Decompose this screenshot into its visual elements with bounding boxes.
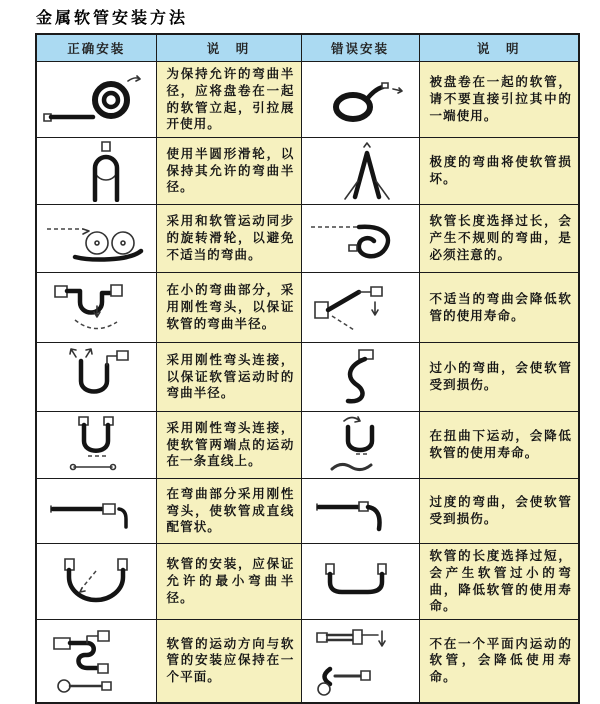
out-of-plane-motion-icon [305, 623, 415, 699]
straight-hose-rigid-elbow-icon [41, 485, 151, 537]
wrong-figure-cell [301, 273, 419, 343]
header-description-1: 说 明 [156, 34, 301, 62]
table-row [36, 343, 579, 412]
synchronized-rotating-pulleys-icon [41, 213, 151, 265]
correct-description: 为保持允许的弯曲半径，应将盘卷在一起的软管立起，引拉展开使用。 [156, 62, 301, 138]
sharply-folded-hose-icon [315, 141, 405, 201]
u-bend-straight-line-motion-icon [46, 414, 146, 476]
header-row [36, 34, 579, 62]
correct-figure-cell [36, 412, 156, 479]
wrong-description: 在扭曲下运动，会降低软管的使用寿命。 [419, 412, 579, 479]
wrong-figure-cell [301, 138, 419, 205]
improper-sharp-bend-icon [305, 278, 415, 338]
table-row [36, 273, 579, 343]
rigid-elbow-small-bend-icon [41, 276, 151, 340]
single-plane-motion-trap-icon [41, 624, 151, 698]
minimum-bend-radius-u-icon [41, 553, 151, 611]
wrong-description: 软管的长度选择过短，会产生软管过小的弯曲，降低软管的使用寿命。 [419, 544, 579, 620]
rigid-elbow-u-bend-icon [46, 345, 146, 409]
hose-over-semicircular-pulley-icon [51, 140, 141, 202]
table-row [36, 138, 579, 205]
correct-figure-cell [36, 544, 156, 620]
wrong-description: 极度的弯曲将使软管损坏。 [419, 138, 579, 205]
table-row [36, 544, 579, 620]
correct-figure-cell [36, 620, 156, 703]
wrong-description: 不在一个平面内运动的软管，会降低使用寿命。 [419, 620, 579, 703]
twisted-u-bend-icon [310, 414, 410, 476]
table-row [36, 620, 579, 703]
correct-description: 软管的运动方向与软管的安装应保持在一个平面。 [156, 620, 301, 703]
table-row [36, 62, 579, 138]
correct-figure-cell [36, 205, 156, 273]
correct-description: 采用刚性弯头连接，以保证软管运动时的弯曲半径。 [156, 343, 301, 412]
correct-description: 使用半圆形滑轮，以保持其允许的弯曲半径。 [156, 138, 301, 205]
correct-description: 软管的安装，应保证允许的最小弯曲半径。 [156, 544, 301, 620]
coiled-hose-end-pulled-icon [313, 71, 408, 129]
correct-figure-cell [36, 138, 156, 205]
coiled-hose-unrolled-icon [41, 69, 151, 131]
wrong-figure-cell [301, 343, 419, 412]
wrong-figure-cell [301, 620, 419, 703]
overbent-hose-end-icon [305, 485, 415, 537]
wrong-figure-cell [301, 62, 419, 138]
wrong-description: 软管长度选择过长，会产生不规则的弯曲，是必须注意的。 [419, 205, 579, 273]
too-small-bend-hook-icon [315, 346, 405, 408]
correct-figure-cell [36, 273, 156, 343]
correct-figure-cell [36, 479, 156, 544]
wrong-description: 被盘卷在一起的软管，请不要直接引拉其中的一端使用。 [419, 62, 579, 138]
correct-figure-cell [36, 62, 156, 138]
table-row [36, 205, 579, 273]
installation-method-table [35, 33, 580, 704]
header-description-2: 说 明 [419, 34, 579, 62]
wrong-figure-cell [301, 479, 419, 544]
table-row [36, 479, 579, 544]
correct-description: 采用刚性弯头连接，使软管两端点的运动在一条直线上。 [156, 412, 301, 479]
page-title: 金属软管安装方法 [36, 8, 189, 27]
wrong-description: 过小的弯曲，会使软管受到损伤。 [419, 343, 579, 412]
too-short-hose-shallow-bend-icon [305, 556, 415, 608]
header-wrong-install: 错误安装 [301, 34, 419, 62]
wrong-figure-cell [301, 205, 419, 273]
correct-description: 采用和软管运动同步的旋转滑轮，以避免不适当的弯曲。 [156, 205, 301, 273]
wrong-description: 过度的弯曲，会使软管受到损伤。 [419, 479, 579, 544]
table-row [36, 412, 579, 479]
header-correct-install: 正确安装 [36, 34, 156, 62]
wrong-description: 不适当的弯曲会降低软管的使用寿命。 [419, 273, 579, 343]
correct-description: 在小的弯曲部分，采用刚性弯头，以保证软管的弯曲半径。 [156, 273, 301, 343]
correct-description: 在弯曲部分采用刚性弯头，使软管成直线配管状。 [156, 479, 301, 544]
wrong-figure-cell [301, 412, 419, 479]
overlong-hose-irregular-loop-icon [305, 211, 415, 267]
wrong-figure-cell [301, 544, 419, 620]
correct-figure-cell [36, 343, 156, 412]
